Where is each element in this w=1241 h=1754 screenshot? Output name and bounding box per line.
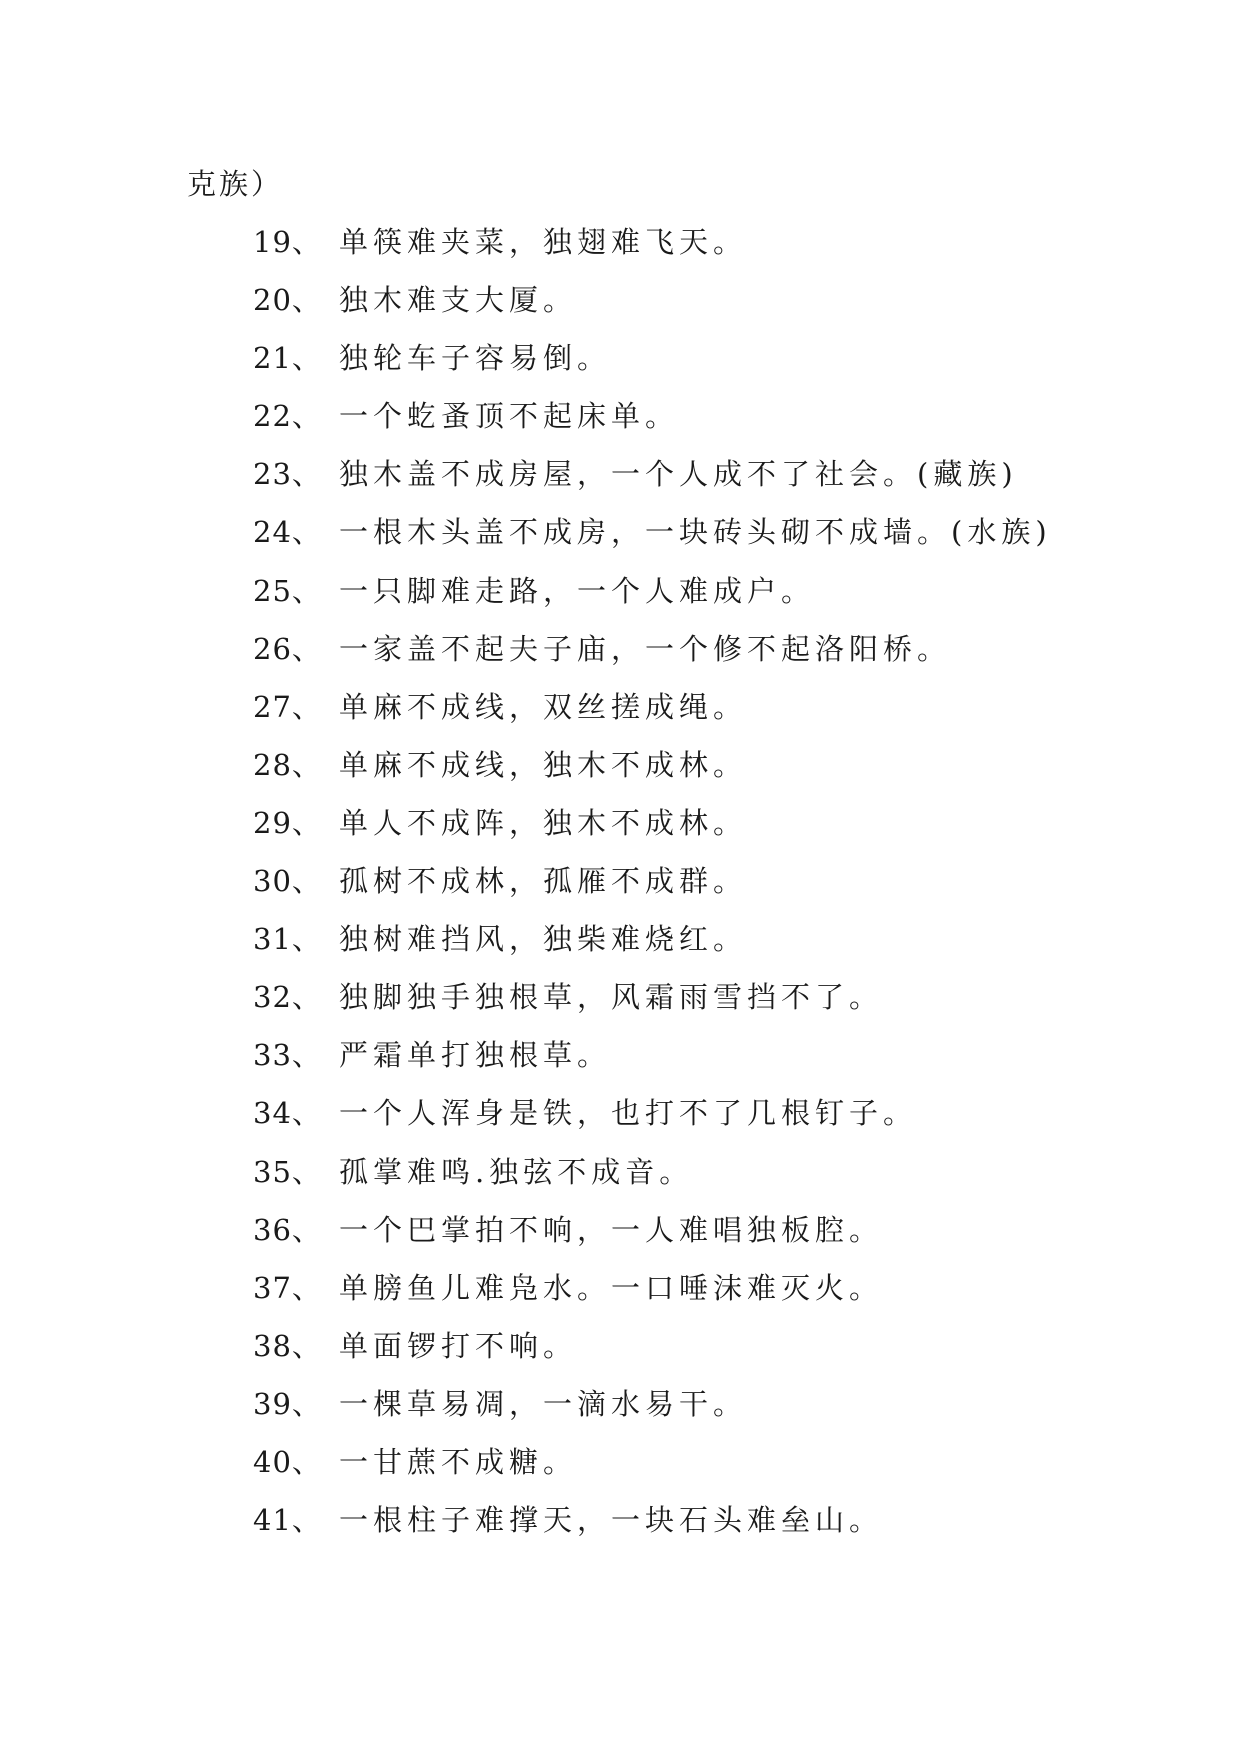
list-item — [253, 977, 1052, 1035]
item-number: 29、 — [253, 805, 322, 840]
list-item — [253, 1326, 1052, 1384]
item-text: 单面锣打不响。 — [339, 1328, 578, 1363]
list-item — [253, 919, 1052, 977]
list-item — [253, 861, 1052, 919]
item-number: 39、 — [253, 1386, 322, 1421]
item-number: 21、 — [253, 341, 322, 376]
item-number: 22、 — [253, 399, 322, 434]
item-number: 41、 — [253, 1503, 322, 1538]
item-number: 40、 — [253, 1444, 322, 1479]
item-text: 单麻不成线，独木不成林。 — [339, 747, 748, 782]
item-number: 19、 — [253, 225, 322, 259]
list-item — [253, 512, 1052, 570]
item-text: 一甘蔗不成糖。 — [339, 1444, 578, 1479]
list-item — [253, 1442, 1052, 1500]
item-number: 36、 — [253, 1212, 322, 1247]
item-number: 33、 — [253, 1038, 322, 1073]
item-text: 一个虼蚤顶不起床单。 — [339, 399, 680, 434]
item-text: 一个巴掌拍不响，一人难唱独板腔。 — [339, 1212, 884, 1247]
item-number: 28、 — [253, 747, 322, 782]
item-text: 严霜单打独根草。 — [339, 1038, 612, 1073]
item-number: 25、 — [253, 573, 322, 608]
list-item — [253, 454, 1052, 512]
list-item — [253, 280, 1052, 338]
list-item — [253, 1210, 1052, 1268]
item-number: 23、 — [253, 457, 322, 492]
item-number: 20、 — [253, 283, 322, 318]
item-number: 31、 — [253, 922, 322, 957]
item-number: 32、 — [253, 980, 322, 1015]
item-text: 一根木头盖不成房，一块砖头砌不成墙。(水族) — [339, 515, 1052, 550]
item-text: 独木难支大厦。 — [339, 283, 578, 318]
list-item — [253, 1384, 1052, 1442]
list-item — [253, 803, 1052, 861]
list-item — [253, 629, 1052, 687]
item-number: 37、 — [253, 1270, 322, 1305]
item-text: 孤树不成林，孤雁不成群。 — [339, 864, 748, 899]
item-text: 独树难挡风，独柴难烧红。 — [339, 922, 748, 957]
list-item — [253, 745, 1052, 803]
item-number: 30、 — [253, 864, 322, 899]
continuation-text: 克族） — [187, 167, 284, 201]
list-item — [253, 222, 1052, 280]
proverb-list — [253, 222, 1052, 1558]
list-item — [253, 338, 1052, 396]
item-number: 35、 — [253, 1154, 322, 1189]
item-text: 一棵草易凋，一滴水易干。 — [339, 1386, 748, 1421]
item-number: 27、 — [253, 689, 322, 724]
list-item — [253, 1500, 1052, 1558]
list-item — [253, 1093, 1052, 1151]
item-text: 一根柱子难撑天，一块石头难垒山。 — [339, 1503, 884, 1538]
item-text: 单麻不成线，双丝搓成绳。 — [339, 689, 748, 724]
list-item — [253, 1035, 1052, 1093]
item-text: 独轮车子容易倒。 — [339, 341, 612, 376]
item-text: 孤掌难鸣.独弦不成音。 — [339, 1154, 694, 1189]
list-item — [253, 1152, 1052, 1210]
list-item — [253, 396, 1052, 454]
item-text: 一家盖不起夫子庙，一个修不起洛阳桥。 — [339, 631, 952, 666]
item-text: 单人不成阵，独木不成林。 — [339, 805, 748, 840]
list-item — [253, 1268, 1052, 1326]
item-text: 单筷难夹菜，独翅难飞天。 — [339, 225, 748, 259]
item-number: 24、 — [253, 515, 322, 550]
list-item — [253, 571, 1052, 629]
item-text: 一只脚难走路，一个人难成户。 — [339, 573, 816, 608]
item-text: 单膀鱼儿难凫水。一口唾沫难灭火。 — [339, 1270, 884, 1305]
item-number: 34、 — [253, 1096, 322, 1131]
item-text: 独脚独手独根草，风霜雨雪挡不了。 — [339, 980, 884, 1015]
item-number: 26、 — [253, 631, 322, 666]
item-text: 一个人浑身是铁，也打不了几根钉子。 — [339, 1096, 918, 1131]
item-number: 38、 — [253, 1328, 322, 1363]
list-item — [253, 687, 1052, 745]
item-text: 独木盖不成房屋，一个人成不了社会。(藏族) — [339, 457, 1018, 492]
